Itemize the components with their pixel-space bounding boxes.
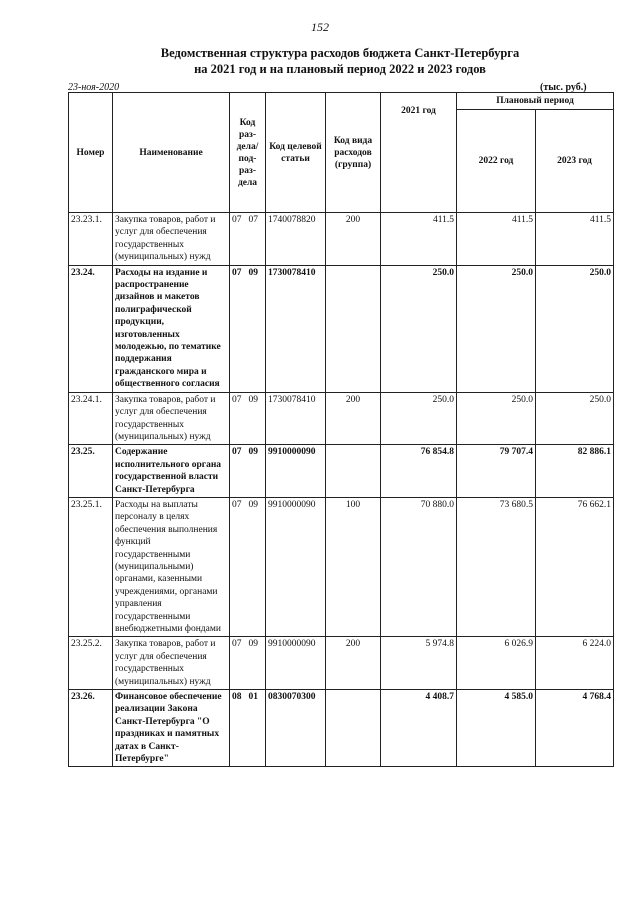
header-year-2022: 2022 год	[457, 110, 536, 213]
header-plan-period: Плановый период	[457, 93, 614, 110]
row-2023: 76 662.1	[536, 497, 614, 636]
budget-table	[68, 92, 614, 767]
row-2023: 411.5	[536, 213, 614, 266]
title-line-2: на 2021 год и на плановый период 2022 и 2023 годов	[194, 62, 486, 76]
row-2022: 79 707.4	[457, 445, 536, 498]
row-expense-type: 200	[326, 392, 381, 445]
table-row	[69, 637, 614, 690]
table-row	[69, 445, 614, 498]
row-number: 23.23.1.	[69, 213, 113, 266]
row-2023: 4 768.4	[536, 690, 614, 767]
row-section-code: 07 09	[230, 265, 266, 392]
row-expense-type	[326, 445, 381, 498]
row-expense-type	[326, 690, 381, 767]
row-number: 23.26.	[69, 690, 113, 767]
row-2022: 250.0	[457, 392, 536, 445]
row-expense-type: 100	[326, 497, 381, 636]
row-number: 23.24.1.	[69, 392, 113, 445]
header-number: Номер	[69, 93, 113, 213]
row-name: Закупка товаров, работ и услуг для обеспечения государственных (муниципальных) нужд	[113, 637, 230, 690]
header-target-code: Код целевой статьи	[266, 93, 326, 213]
row-target-code: 1730078410	[266, 392, 326, 445]
row-2021: 4 408.7	[381, 690, 457, 767]
row-section-code: 07 09	[230, 637, 266, 690]
row-2022: 4 585.0	[457, 690, 536, 767]
row-expense-type	[326, 265, 381, 392]
row-expense-type: 200	[326, 637, 381, 690]
row-section-code: 08 01	[230, 690, 266, 767]
row-name: Содержание исполнительного органа государственной власти Санкт-Петербурга	[113, 445, 230, 498]
document-title	[40, 45, 640, 77]
row-2021: 250.0	[381, 265, 457, 392]
row-target-code: 1730078410	[266, 265, 326, 392]
row-section-code: 07 07	[230, 213, 266, 266]
row-target-code: 1740078820	[266, 213, 326, 266]
row-2023: 250.0	[536, 392, 614, 445]
row-2022: 411.5	[457, 213, 536, 266]
row-2023: 250.0	[536, 265, 614, 392]
header-year-2021: 2021 год	[381, 93, 457, 213]
table-row	[69, 213, 614, 266]
table-row	[69, 497, 614, 636]
row-2022: 250.0	[457, 265, 536, 392]
row-name: Закупка товаров, работ и услуг для обеспечения государственных (муниципальных) нужд	[113, 392, 230, 445]
row-name: Расходы на издание и распространение дизайнов и макетов полиграфической продукции, изготовленных молодежью, по тематике поддержания гражданского мира и общественного согласия	[113, 265, 230, 392]
title-line-1: Ведомственная структура расходов бюджета Санкт-Петербурга	[160, 46, 520, 60]
row-target-code: 0830070300	[266, 690, 326, 767]
row-2021: 5 974.8	[381, 637, 457, 690]
row-2021: 76 854.8	[381, 445, 457, 498]
header-year-2023: 2023 год	[536, 110, 614, 213]
units-label: (тыс. руб.)	[540, 82, 587, 93]
row-section-code: 07 09	[230, 497, 266, 636]
row-2022: 6 026.9	[457, 637, 536, 690]
row-name: Расходы на выплаты персоналу в целях обеспечения выполнения функций государственными (муниципальными) органами, казенными учреждениями, органами управления государственными внебюджетными фондами	[113, 497, 230, 636]
header-expense-type: Код вида расходов (группа)	[326, 93, 381, 213]
row-number: 23.25.2.	[69, 637, 113, 690]
row-section-code: 07 09	[230, 392, 266, 445]
row-name: Закупка товаров, работ и услуг для обеспечения государственных (муниципальных) нужд	[113, 213, 230, 266]
row-section-code: 07 09	[230, 445, 266, 498]
row-target-code: 9910000090	[266, 637, 326, 690]
table-row	[69, 690, 614, 767]
row-number: 23.25.1.	[69, 497, 113, 636]
row-2021: 70 880.0	[381, 497, 457, 636]
header-section-code: Код раз- дела/ под- раз- дела	[230, 93, 266, 213]
row-2021: 250.0	[381, 392, 457, 445]
row-number: 23.25.	[69, 445, 113, 498]
row-2023: 6 224.0	[536, 637, 614, 690]
row-name: Финансовое обеспечение реализации Закона Санкт-Петербурга "О праздниках и памятных датах в Санкт-Петербурге"	[113, 690, 230, 767]
row-2021: 411.5	[381, 213, 457, 266]
row-expense-type: 200	[326, 213, 381, 266]
page-number: 152	[311, 20, 329, 34]
row-2023: 82 886.1	[536, 445, 614, 498]
header-name: Наименование	[113, 93, 230, 213]
row-target-code: 9910000090	[266, 445, 326, 498]
row-2022: 73 680.5	[457, 497, 536, 636]
table-row	[69, 392, 614, 445]
table-row	[69, 265, 614, 392]
document-date: 23-ноя-2020	[68, 82, 120, 93]
row-number: 23.24.	[69, 265, 113, 392]
row-target-code: 9910000090	[266, 497, 326, 636]
